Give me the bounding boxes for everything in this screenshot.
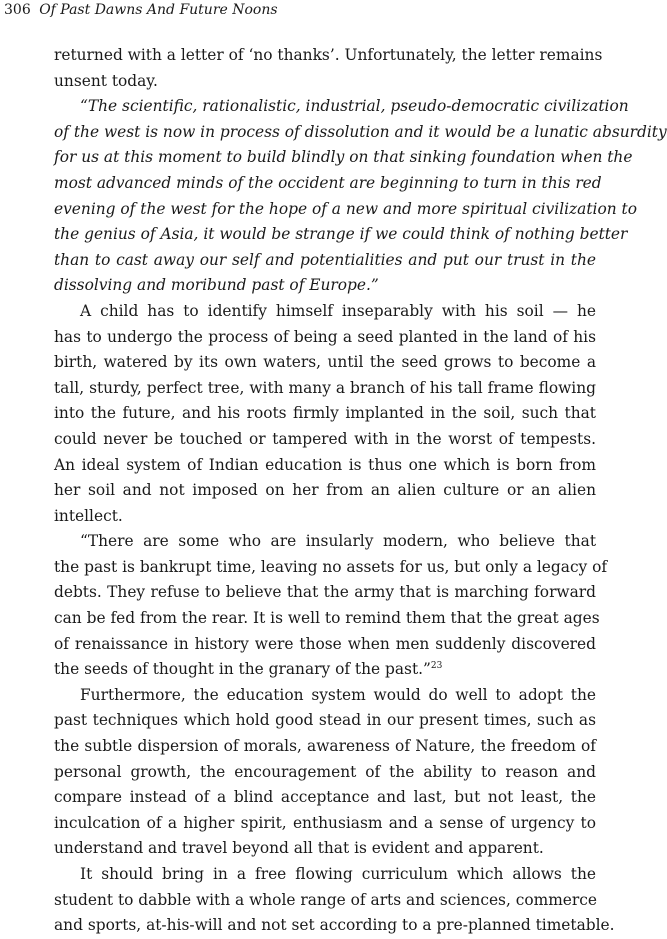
text-line: inculcation of a higher spirit, enthusiasm and a sense of urgency to	[54, 813, 596, 832]
text-line: of the west is now in process of dissolution and it would be a lunatic absurdity	[54, 122, 667, 141]
text-line-content: the seeds of thought in the granary of the past.”	[54, 660, 431, 679]
text-line: An ideal system of Indian education is thus one which is born from	[54, 455, 596, 474]
footnote-marker: 23	[430, 661, 443, 672]
page-body	[54, 43, 667, 939]
text-line: A child has to identify himself inseparably with his soil — he	[80, 301, 596, 320]
text-line: unsent today.	[54, 71, 158, 90]
text-line: Furthermore, the education system would do well to adopt the	[80, 685, 596, 704]
text-line: debts. They refuse to believe that the army that is marching forward	[54, 583, 596, 602]
running-header	[4, 2, 278, 22]
text-line: the past is bankrupt time, leaving no assets for us, but only a legacy of	[54, 557, 608, 576]
text-line: student to dabble with a whole range of arts and sciences, commerce	[54, 890, 598, 909]
page-number: 306	[4, 2, 31, 18]
block-quote	[54, 94, 667, 299]
text-line: evening of the west for the hope of a new and more spiritual civilization to	[54, 199, 637, 218]
text-line: birth, watered by its own waters, until the seed grows to become a	[54, 353, 596, 372]
paragraph-continued	[54, 43, 603, 94]
text-line: most advanced minds of the occident are beginning to turn in this red	[54, 173, 602, 192]
text-line: the subtle dispersion of morals, awareness of Nature, the freedom of	[54, 737, 596, 756]
text-line: can be fed from the rear. It is well to remind them that the great ages	[54, 609, 600, 628]
paragraph	[54, 299, 596, 529]
text-line: her soil and not imposed on her from an alien culture or an alien	[54, 481, 596, 500]
paragraph	[54, 862, 615, 939]
text-line: could never be touched or tampered with in the worst of tempests.	[54, 429, 596, 448]
text-line: into the future, and his roots firmly implanted in the soil, such that	[54, 404, 596, 423]
paragraph	[54, 529, 608, 683]
text-line: understand and travel beyond all that is evident and apparent.	[54, 839, 544, 858]
text-line: has to undergo the process of being a seed planted in the land of his	[54, 327, 596, 346]
text-line: past techniques which hold good stead in our present times, such as	[54, 711, 596, 730]
text-line: than to cast away our self and potentialities and put our trust in the	[54, 250, 596, 269]
text-line	[54, 657, 596, 683]
text-line: and sports, at-his-will and not set according to a pre-planned timetable.	[54, 916, 615, 935]
text-line: “There are some who are insularly modern, who believe that	[80, 532, 596, 551]
text-line: of renaissance in history were those when men suddenly discovered	[54, 634, 596, 653]
running-title: Of Past Dawns And Future Noons	[39, 2, 278, 18]
text-line: dissolving and moribund past of Europe.”	[54, 276, 379, 295]
text-line: for us at this moment to build blindly on that sinking foundation when the	[54, 148, 633, 167]
text-line: returned with a letter of ‘no thanks’. Unfortunately, the letter remains	[54, 46, 603, 64]
text-line: compare instead of a blind acceptance and last, but not least, the	[54, 788, 596, 807]
paragraph	[54, 683, 596, 862]
text-line: personal growth, the encouragement of the ability to reason and	[54, 762, 596, 781]
text-line: tall, sturdy, perfect tree, with many a branch of his tall frame flowing	[54, 378, 596, 397]
text-line: the genius of Asia, it would be strange if we could think of nothing better	[54, 225, 628, 244]
text-line: intellect.	[54, 506, 123, 525]
text-line: “The scientific, rationalistic, industrial, pseudo-democratic civilization	[80, 97, 629, 116]
text-line: It should bring in a free flowing curriculum which allows the	[80, 865, 596, 883]
